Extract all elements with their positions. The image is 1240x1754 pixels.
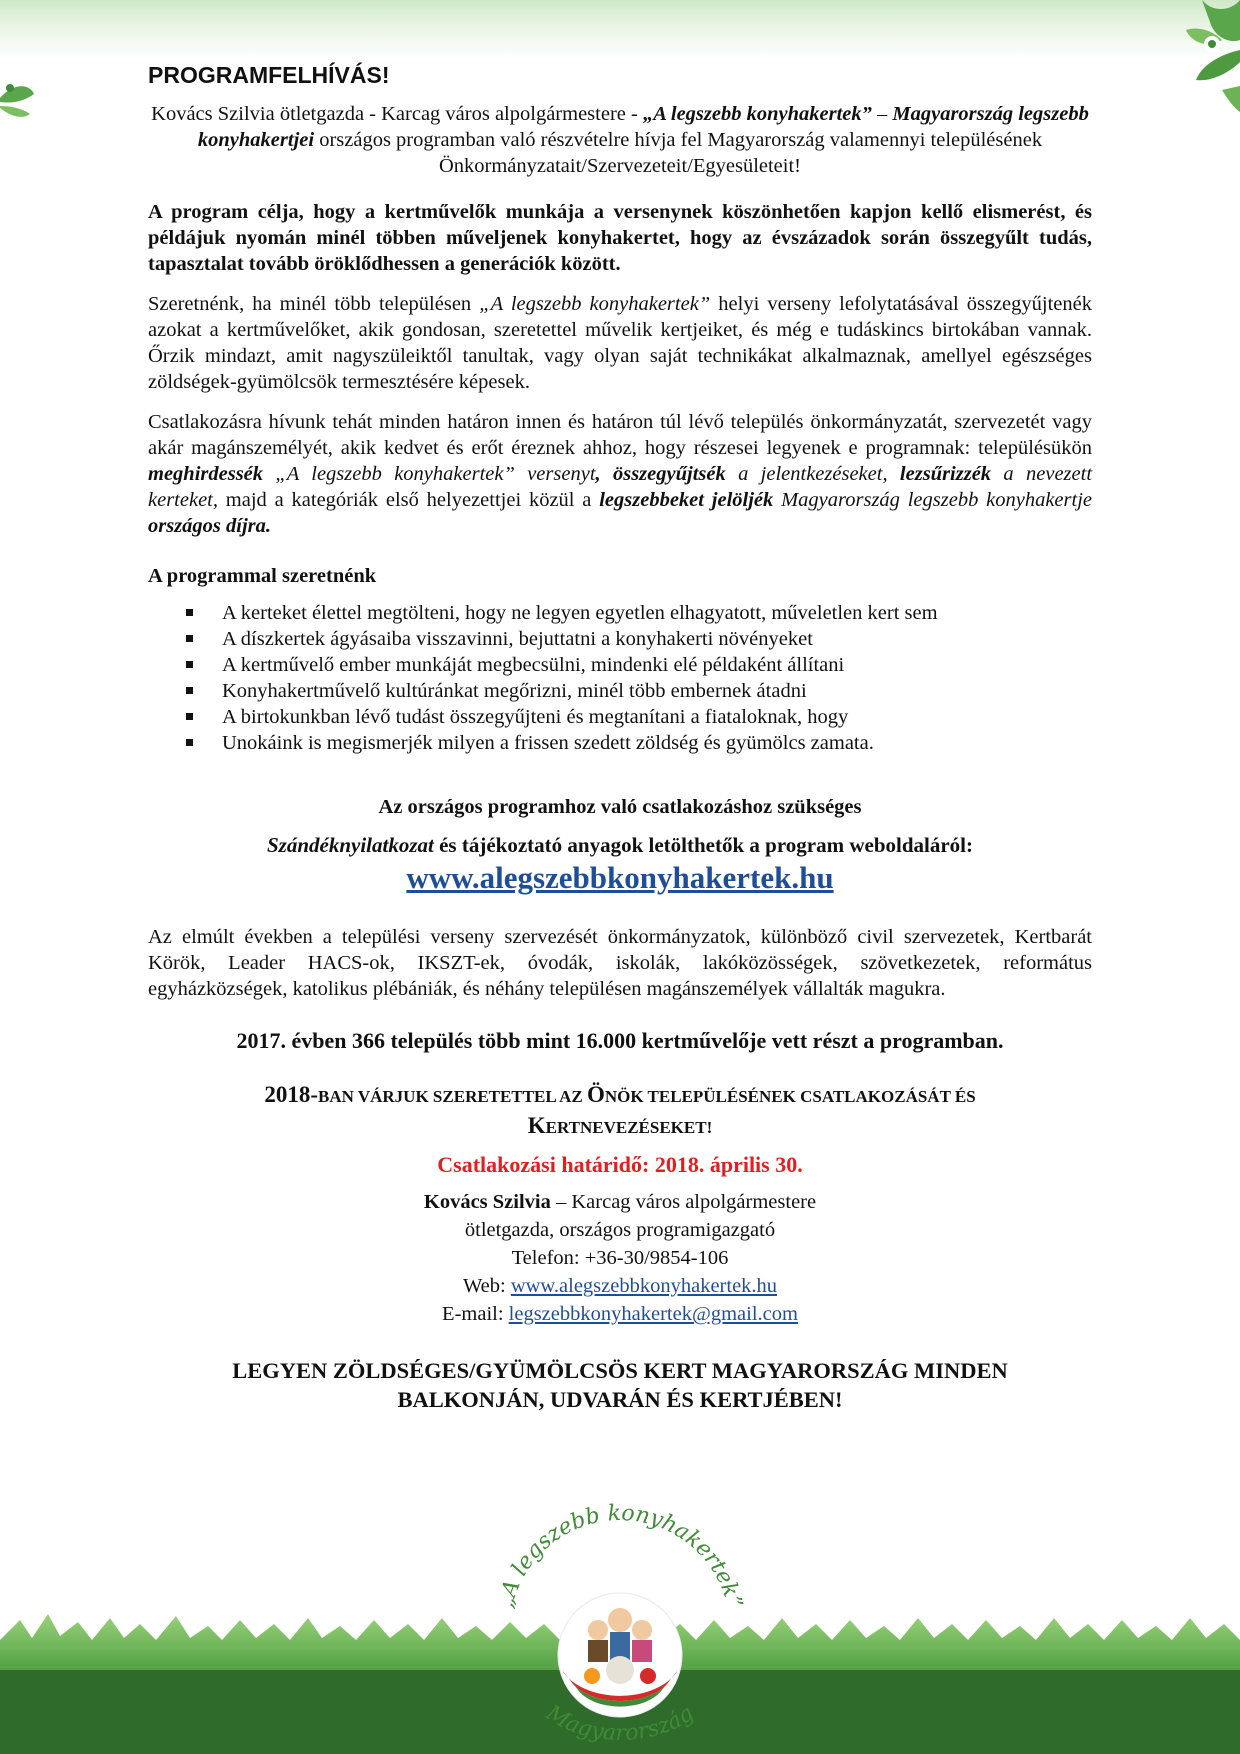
list-item: [186, 678, 1092, 704]
list-item: [186, 704, 1092, 730]
contact-phone: Telefon: +36-30/9854-106: [511, 1247, 729, 1269]
intro-paragraph: [148, 101, 1092, 179]
contact-web-line: [148, 1272, 1092, 1300]
invite-year: 2018-: [264, 1082, 319, 1107]
program-goal: A program célja, hogy a kertművelők munkája a versenynek köszönhetően kapjon kellő elismerést, és példájuk nyomán minél többen műveljenek konyhakertet, hogy az évszázadok során összegyűlt tudás, tapasztalat tovább öröklődhessen a generációk között.: [148, 201, 1092, 275]
list-item: [186, 730, 1092, 756]
paragraph-wish: [148, 291, 1092, 395]
para2-national-award: országos díjra.: [148, 515, 272, 537]
join-requirement: Az országos programhoz való csatlakozáshoz szükséges: [378, 796, 862, 818]
contact-email-link[interactable]: legszebbkonyhakertek@gmail.com: [508, 1303, 798, 1325]
aims-heading: A programmal szeretnénk: [148, 565, 377, 587]
program-logo: [470, 1480, 770, 1748]
list-item: [186, 600, 1092, 626]
email-label: E-mail:: [442, 1303, 509, 1325]
para2-text-a: Csatlakozásra hívunk tehát minden határon innen és határon túl lévő település önkormányzatát, szervezetét vagy akár magánszemélyét, akik kedvet és erőt éreznek ahhoz, hogy részesei legyenek e programnak: településükön: [148, 411, 1092, 459]
bullet-icon: [186, 635, 193, 642]
list-item: [186, 652, 1092, 678]
para2-applications: a jelentkezéseket,: [725, 463, 900, 485]
contact-role: – Karcag város alpolgármestere: [550, 1191, 817, 1213]
intent-declaration: Szándéknyilatkozat: [266, 833, 434, 857]
leaf-decoration-right: [1162, 0, 1240, 118]
deadline: Csatlakozási határidő: 2018. április 30.: [437, 1152, 803, 1177]
invite-text-f: ERTNEVEZÉSEKET!: [545, 1118, 713, 1137]
intro-text-2: országos programban való részvételre hívja fel Magyarország valamennyi településének Önkormányzatait/Szervezeteit/Egyesületeit!: [314, 129, 1043, 177]
bullet-icon: [186, 687, 193, 694]
para2-collect: , összegyűjtsék: [595, 463, 726, 485]
aims-list: [148, 600, 1092, 756]
para1-text-a: Szeretnénk, ha minél több településen: [148, 293, 480, 315]
intro-program-subtitle: Magyarország legszebb konyhakertjei: [197, 103, 1089, 151]
bullet-icon: [186, 661, 193, 668]
intro-program-name: „A legszebb konyhakertek”: [642, 103, 872, 125]
slogan-line-2: BALKONJÁN, UDVARÁN ÉS KERTJÉBEN!: [397, 1387, 843, 1412]
page-title: PROGRAMFELHÍVÁS!: [148, 62, 390, 88]
aim-text: Konyhakertművelő kultúránkat megőrizni, minél több embernek átadni: [222, 680, 807, 702]
bullet-icon: [186, 609, 193, 616]
para2-gardens: a nevezett kerteket,: [148, 463, 1093, 511]
history-paragraph: Az elmúlt években a települési verseny szervezését önkormányzatok, különböző civil szervezetek, Kertbarát Körök, Leader HACS-ok, IKSZT-ek, óvodák, iskolák, lakóközösségek, szövetkezetek, református egyházközségek, katolikus plébániák, és néhány településen magánszemélyek vállalták magukra.: [148, 926, 1092, 1000]
para1-program-name: „A legszebb konyhakertek”: [479, 293, 711, 315]
svg-text:Magyarország: Magyarország: [541, 1700, 699, 1747]
website-link[interactable]: www.alegszebbkonyhakertek.hu: [406, 860, 834, 895]
top-decor-band: [0, 0, 1240, 60]
web-label: Web:: [462, 1275, 511, 1297]
contact-role2: ötletgazda, országos programigazgató: [464, 1219, 776, 1241]
contact-block: [148, 1188, 1092, 1328]
para2-announce: meghirdessék: [148, 463, 264, 485]
closing-slogan: [148, 1356, 1092, 1414]
para2-text-h: majd a kategóriák első helyezettjei közül a: [218, 489, 600, 511]
aim-text: A kerteket élettel megtölteni, hogy ne legyen egyetlen elhagyatott, műveletlen kert sem: [222, 602, 938, 624]
invite-2018: [148, 1080, 1092, 1142]
para2-judge: lezsűrizzék: [899, 463, 992, 485]
aim-text: A díszkertek ágyásaiba visszavinni, bejuttatni a konyhakerti növényeket: [222, 628, 813, 650]
invite-text-d: NÖK TELEPÜLÉSÉNEK CSATLAKOZÁSÁT ÉS: [604, 1087, 976, 1106]
aim-text: Unokáink is megismerjék milyen a frissen szedett zöldség és gyümölcs zamata.: [222, 732, 874, 754]
slogan-line-1: LEGYEN ZÖLDSÉGES/GYÜMÖLCSÖS KERT MAGYARORSZÁG MINDEN: [232, 1358, 1008, 1383]
intro-dash: –: [871, 103, 893, 125]
leaf-decoration-left: [0, 68, 40, 126]
para2-competition: „A legszebb konyhakertek” versenyt: [263, 463, 596, 485]
bullet-icon: [186, 739, 193, 746]
invite-text-c: Ö: [586, 1082, 605, 1107]
contact-web-link[interactable]: www.alegszebbkonyhakertek.hu: [510, 1275, 778, 1297]
stats-line: 2017. évben 366 település több mint 16.000 kertművelője vett részt a programban.: [236, 1028, 1004, 1053]
contact-email-line: [148, 1300, 1092, 1328]
para2-award-name: Magyarország legszebb konyhakertje: [773, 489, 1092, 511]
bullet-icon: [186, 713, 193, 720]
join-materials: [148, 833, 1092, 858]
para1-text-c: helyi verseny lefolytatásával összegyűjtenék azokat a kertművelőket, akik gondosan, szeretettel művelik kertjeiket, és még e tudáskincs birtokában vannak. Őrzik mindazt, amit nagyszüleiktől tanultak, vagy olyan saját technikákat alkalmaznak, amellyel egészséges zöldségek-gyümölcsök termesztésére képesek.: [148, 293, 1092, 393]
list-item: [186, 626, 1092, 652]
para2-nominate: legszebbeket jelöljék: [599, 489, 774, 511]
contact-name: Kovács Szilvia: [423, 1191, 551, 1213]
aim-text: A birtokunkban lévő tudást összegyűjteni és megtanítani a fiataloknak, hogy: [222, 706, 849, 728]
invite-text-b: BAN VÁRJUK SZERETETTEL AZ: [318, 1087, 587, 1106]
aim-text: A kertművelő ember munkáját megbecsülni, mindenki elé példaként állítani: [222, 654, 845, 676]
document-page: [148, 62, 1092, 1414]
intro-text-1: Kovács Szilvia ötletgazda - Karcag város alpolgármestere -: [151, 103, 643, 125]
join-materials-text: és tájékoztató anyagok letölthetők a program weboldaláról:: [433, 833, 973, 857]
invite-text-e: K: [527, 1113, 546, 1138]
svg-text:„A legszebb konyhakertek”: „A legszebb konyhakertek”: [493, 1500, 747, 1611]
paragraph-invitation: [148, 409, 1092, 539]
contact-name-line: [148, 1188, 1092, 1216]
